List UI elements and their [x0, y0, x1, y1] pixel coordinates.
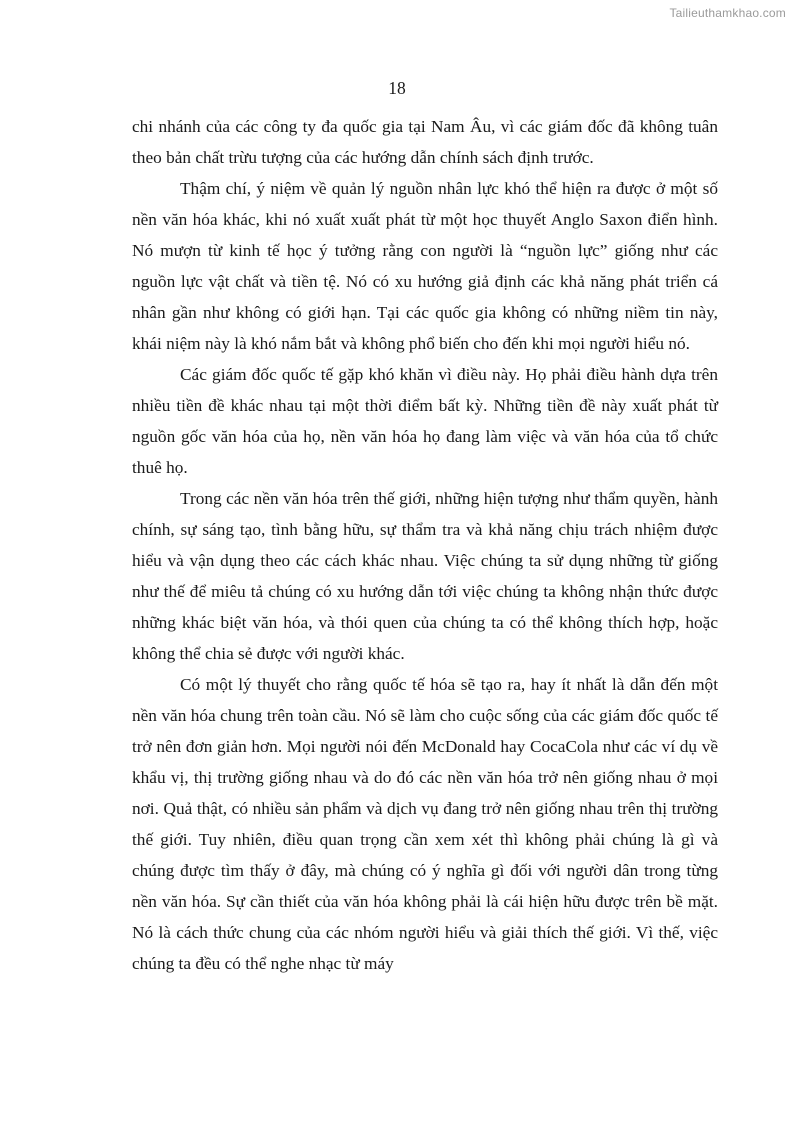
paragraph: Các giám đốc quốc tế gặp khó khăn vì điều này. Họ phải điều hành dựa trên nhiều tiền đề khác nhau tại một thời điểm bất kỳ. Những tiền đề này xuất phát từ nguồn gốc văn hóa của họ, nền văn hóa họ đang làm việc và văn hóa của tổ chức thuê họ.: [132, 365, 718, 477]
page-number: 18: [388, 78, 406, 98]
watermark: Tailieuthamkhao.com: [669, 6, 786, 20]
paragraph: Thậm chí, ý niệm về quản lý nguồn nhân lực khó thể hiện ra được ở một số nền văn hóa khác, khi nó xuất xuất phát từ một học thuyết Anglo Saxon điển hình. Nó mượn từ kinh tế học ý tưởng rằng con người là “nguồn lực” giống như các nguồn lực vật chất và tiền tệ. Nó có xu hướng giả định các khả năng phát triển cá nhân gần như không có giới hạn. Tại các quốc gia không có những niềm tin này, khái niệm này là khó nắm bắt và không phổ biến cho đến khi mọi người hiểu nó.: [132, 179, 718, 353]
paragraph: Có một lý thuyết cho rằng quốc tế hóa sẽ tạo ra, hay ít nhất là dẫn đến một nền văn hóa chung trên toàn cầu. Nó sẽ làm cho cuộc sống của các giám đốc quốc tế trở nên đơn giản hơn. Mọi người nói đến McDonald hay CocaCola như các ví dụ về khẩu vị, thị trường giống nhau và do đó các nền văn hóa trở nên giống nhau ở mọi nơi. Quả thật, có nhiều sản phẩm và dịch vụ đang trở nên giống nhau trên thị trường thế giới. Tuy nhiên, điều quan trọng cần xem xét thì không phải chúng là gì và chúng được tìm thấy ở đây, mà chúng có ý nghĩa gì đối với người dân trong từng nền văn hóa. Sự cần thiết của văn hóa không phải là cái hiện hữu được trên bề mặt. Nó là cách thức chung của các nhóm người hiểu và giải thích thế giới. Vì thế, việc chúng ta đều có thể nghe nhạc từ máy: [132, 675, 718, 973]
paragraph-continuation: chi nhánh của các công ty đa quốc gia tại Nam Âu, vì các giám đốc đã không tuân theo bản chất trừu tượng của các hướng dẫn chính sách định trước.: [132, 117, 718, 167]
page-body: [132, 111, 718, 979]
paragraph: Trong các nền văn hóa trên thế giới, những hiện tượng như thẩm quyền, hành chính, sự sáng tạo, tình bằng hữu, sự thẩm tra và khả năng chịu trách nhiệm được hiểu và vận dụng theo các cách khác nhau. Việc chúng ta sử dụng những từ giống như thế để miêu tả chúng có xu hướng dẫn tới việc chúng ta không nhận thức được những khác biệt văn hóa, và thói quen của chúng ta có thể không thích hợp, hoặc không thể chia sẻ được với người khác.: [132, 489, 718, 663]
